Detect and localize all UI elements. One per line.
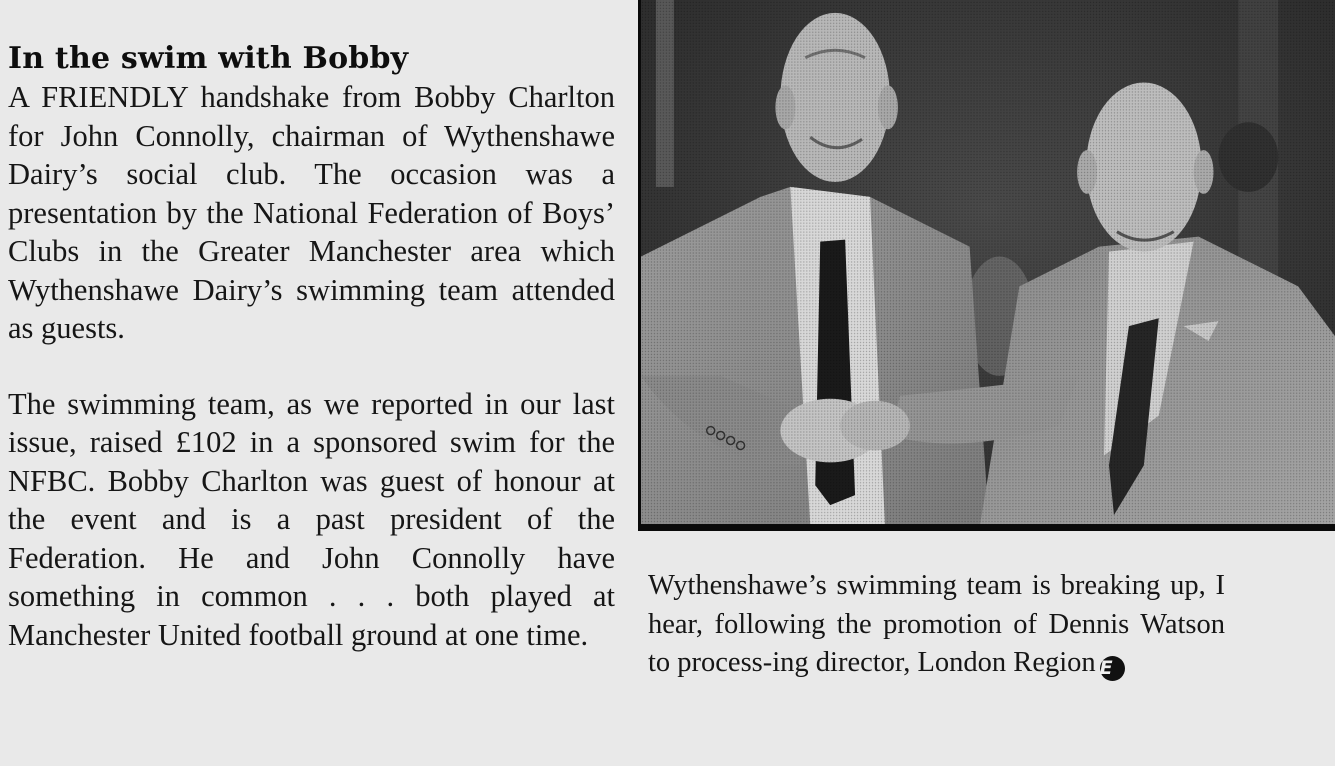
caption-text: Wythenshawe’s swimming team is breaking up, I hear, following the promotion of Dennis Watson to process-ing director, London Region xyxy=(648,570,1225,678)
handshake-photo-illustration xyxy=(641,0,1335,528)
article-photo xyxy=(638,0,1335,531)
article-paragraph-2: The swimming team, as we reported in our last issue, raised £102 in a sponsored swim for the NFBC. Bobby Charlton was guest of honour at the event and is a past president of the Federation. He and John Connolly have something in common . . . both played at Manchester United football ground at one time. xyxy=(8,386,615,652)
article-paragraph-1: A FRIENDLY handshake from Bobby Charlton for John Connolly, chairman of Wythenshawe Dairy’s social club. The occasion was a presentation by the National Federation of Boys’ Clubs in the Greater Manchester area which Wythenshawe Dairy’s swimming team attended as guests. xyxy=(8,80,615,345)
article-column xyxy=(8,40,615,654)
photo-caption xyxy=(648,567,1225,683)
end-of-article-icon: E xyxy=(1100,656,1125,681)
article-headline: In the swim with Bobby xyxy=(8,41,409,76)
